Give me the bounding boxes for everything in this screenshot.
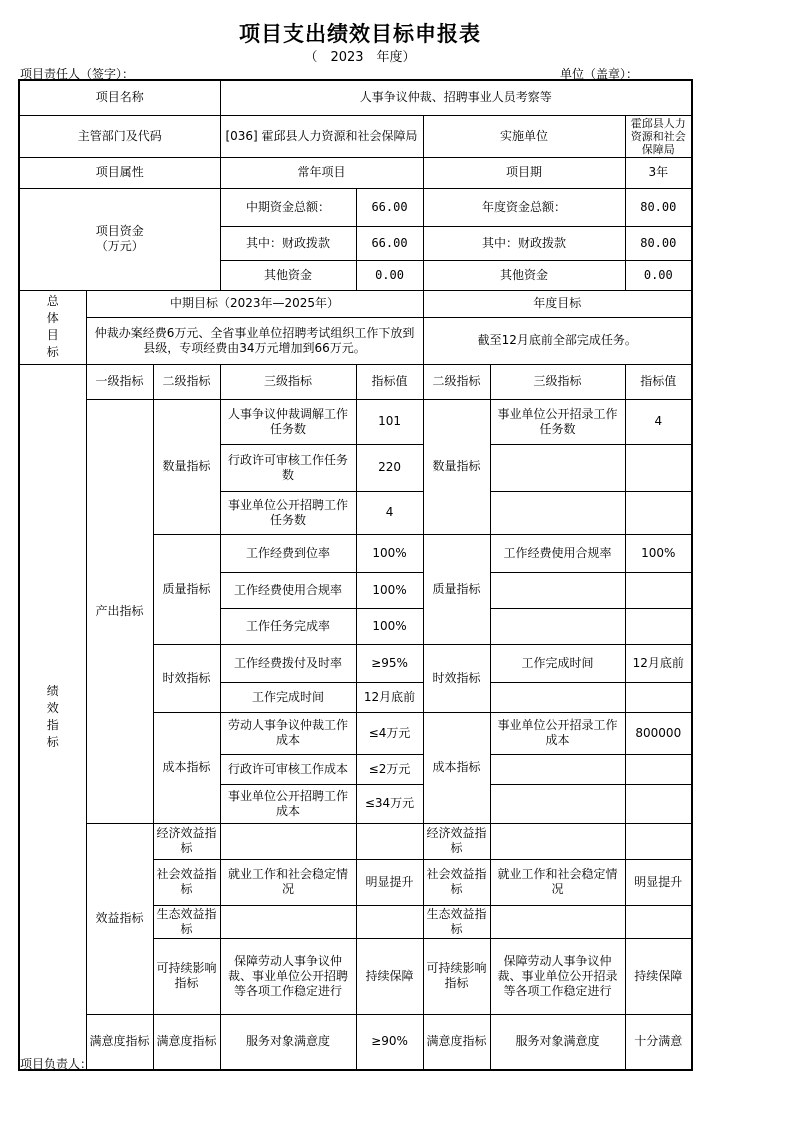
table-cell [356, 905, 423, 938]
project-attr-label: 项目属性 [19, 157, 220, 188]
table-cell [625, 682, 692, 712]
year-goal-text: 截至12月底前全部完成任务。 [423, 317, 692, 364]
year-other-label: 其他资金 [423, 260, 625, 290]
year-fiscal-label: 其中：财政拨款 [423, 226, 625, 260]
table-cell: 劳动人事争议仲裁工作成本 [220, 712, 356, 754]
table-cell [490, 572, 625, 608]
table-cell: 持续保障 [356, 938, 423, 1014]
econ-indicator-year: 经济效益指标 [423, 823, 490, 859]
table-cell: 保障劳动人事争议仲裁、事业单位公开招聘等各项工作稳定进行 [220, 938, 356, 1014]
table-cell [625, 823, 692, 859]
table-cell [625, 754, 692, 784]
table-cell: ≥95% [356, 644, 423, 682]
table-cell: 保障劳动人事争议仲裁、事业单位公开招录等各项工作稳定进行 [490, 938, 625, 1014]
satisfaction-l2-year: 满意度指标 [423, 1014, 490, 1070]
table-cell [625, 444, 692, 491]
table-cell [356, 823, 423, 859]
table-cell: 100% [356, 572, 423, 608]
funds-label [19, 188, 220, 290]
table-cell: 工作任务完成率 [220, 608, 356, 644]
table-cell [625, 905, 692, 938]
table-cell [490, 784, 625, 823]
table-cell: ≤34万元 [356, 784, 423, 823]
social-indicator-year: 社会效益指标 [423, 859, 490, 905]
quality-indicator: 质量指标 [153, 534, 220, 644]
project-period-label: 项目期 [423, 157, 625, 188]
quality-indicator-year: 质量指标 [423, 534, 490, 644]
performance-table [18, 79, 693, 1071]
project-attr-value: 常年项目 [220, 157, 423, 188]
social-indicator: 社会效益指标 [153, 859, 220, 905]
mid-other-label: 其他资金 [220, 260, 356, 290]
benefit-indicator: 效益指标 [86, 823, 153, 1014]
year-total-value: 80.00 [625, 188, 692, 226]
year-line: （ 2023 年度） [304, 50, 416, 65]
output-indicator: 产出指标 [86, 399, 153, 823]
col-l3-header-year: 三级指标 [490, 364, 625, 399]
col-l1-header: 一级指标 [86, 364, 153, 399]
table-cell: 事业单位公开招聘工作任务数 [220, 491, 356, 534]
table-cell: 事业单位公开招录工作成本 [490, 712, 625, 754]
indicators-label [19, 364, 86, 1070]
eco-indicator-year: 生态效益指标 [423, 905, 490, 938]
impl-unit-label: 实施单位 [423, 115, 625, 157]
table-cell [220, 905, 356, 938]
econ-indicator: 经济效益指标 [153, 823, 220, 859]
table-cell [625, 784, 692, 823]
col-value-header-year: 指标值 [625, 364, 692, 399]
table-cell: 行政许可审核工作成本 [220, 754, 356, 784]
table-cell: 4 [625, 399, 692, 444]
table-cell: 服务对象满意度 [220, 1014, 356, 1070]
col-l2-header-year: 二级指标 [423, 364, 490, 399]
project-period-value: 3年 [625, 157, 692, 188]
table-cell: 就业工作和社会稳定情况 [490, 859, 625, 905]
table-cell: 工作经费拨付及时率 [220, 644, 356, 682]
table-cell: 工作完成时间 [220, 682, 356, 712]
table-cell: 101 [356, 399, 423, 444]
project-name-value: 人事争议仲裁、招聘事业人员考察等 [220, 80, 692, 115]
satisfaction-l1: 满意度指标 [86, 1014, 153, 1070]
year-total-label: 年度资金总额： [423, 188, 625, 226]
table-cell: 100% [356, 534, 423, 572]
table-cell: 100% [625, 534, 692, 572]
mid-other-value: 0.00 [356, 260, 423, 290]
year-goal-header: 年度目标 [423, 290, 692, 317]
table-cell [490, 444, 625, 491]
time-indicator-year: 时效指标 [423, 644, 490, 712]
table-cell: 12月底前 [356, 682, 423, 712]
year-other-value: 0.00 [625, 260, 692, 290]
year-fiscal-value: 80.00 [625, 226, 692, 260]
col-l2-header: 二级指标 [153, 364, 220, 399]
table-cell: 工作完成时间 [490, 644, 625, 682]
overall-goal-label-text: 总体目标 [46, 294, 59, 359]
page-title: 项目支出绩效目标申报表 [239, 22, 481, 46]
dept-value: [036] 霍邱县人力资源和社会保障局 [220, 115, 423, 157]
overall-goal-label [19, 290, 86, 364]
mid-goal-text: 仲裁办案经费6万元、全省事业单位招聘考试组织工作下放到县级，专项经费由34万元增加到66万元。 [86, 317, 423, 364]
table-cell: 事业单位公开招聘工作成本 [220, 784, 356, 823]
qty-indicator-year: 数量指标 [423, 399, 490, 534]
impl-unit-value: 霍邱县人力资源和社会保障局 [625, 115, 692, 157]
table-cell [625, 572, 692, 608]
table-cell [490, 608, 625, 644]
col-l3-header: 三级指标 [220, 364, 356, 399]
sustain-indicator: 可持续影响指标 [153, 938, 220, 1014]
sustain-indicator-year: 可持续影响指标 [423, 938, 490, 1014]
table-cell: 明显提升 [625, 859, 692, 905]
table-cell [625, 608, 692, 644]
table-cell: ≤4万元 [356, 712, 423, 754]
table-cell: 4 [356, 491, 423, 534]
table-cell: 就业工作和社会稳定情况 [220, 859, 356, 905]
col-value-header: 指标值 [356, 364, 423, 399]
project-owner-label: 项目负责人： [20, 1057, 93, 1071]
satisfaction-l2: 满意度指标 [153, 1014, 220, 1070]
table-cell: 明显提升 [356, 859, 423, 905]
project-name-label: 项目名称 [19, 80, 220, 115]
mid-fiscal-value: 66.00 [356, 226, 423, 260]
mid-goal-header: 中期目标（2023年—2025年） [86, 290, 423, 317]
cost-indicator: 成本指标 [153, 712, 220, 823]
time-indicator: 时效指标 [153, 644, 220, 712]
dept-label: 主管部门及代码 [19, 115, 220, 157]
table-cell [490, 905, 625, 938]
cost-indicator-year: 成本指标 [423, 712, 490, 823]
table-cell: 100% [356, 608, 423, 644]
indicators-label-text: 绩效指标 [46, 683, 59, 749]
table-cell: 工作经费到位率 [220, 534, 356, 572]
table-cell [490, 682, 625, 712]
table-cell: 事业单位公开招录工作任务数 [490, 399, 625, 444]
table-cell: ≥90% [356, 1014, 423, 1070]
table-cell [490, 823, 625, 859]
responsible-label: 项目责任人（签字）： [20, 67, 135, 81]
table-cell: 800000 [625, 712, 692, 754]
table-cell [220, 823, 356, 859]
mid-total-value: 66.00 [356, 188, 423, 226]
table-cell: 服务对象满意度 [490, 1014, 625, 1070]
table-cell: 行政许可审核工作任务数 [220, 444, 356, 491]
qty-indicator: 数量指标 [153, 399, 220, 534]
table-cell: 十分满意 [625, 1014, 692, 1070]
eco-indicator: 生态效益指标 [153, 905, 220, 938]
table-cell [625, 491, 692, 534]
mid-total-label: 中期资金总额： [220, 188, 356, 226]
table-cell [490, 754, 625, 784]
mid-fiscal-label: 其中：财政拨款 [220, 226, 356, 260]
table-cell [490, 491, 625, 534]
table-cell: 工作经费使用合规率 [220, 572, 356, 608]
table-cell: ≤2万元 [356, 754, 423, 784]
table-cell: 人事争议仲裁调解工作任务数 [220, 399, 356, 444]
table-cell: 工作经费使用合规率 [490, 534, 625, 572]
table-cell: 持续保障 [625, 938, 692, 1014]
table-cell: 220 [356, 444, 423, 491]
funds-label-text: 项目资金（万元） [95, 224, 144, 253]
unit-seal-label: 单位（盖章）： [560, 67, 639, 81]
table-cell: 12月底前 [625, 644, 692, 682]
